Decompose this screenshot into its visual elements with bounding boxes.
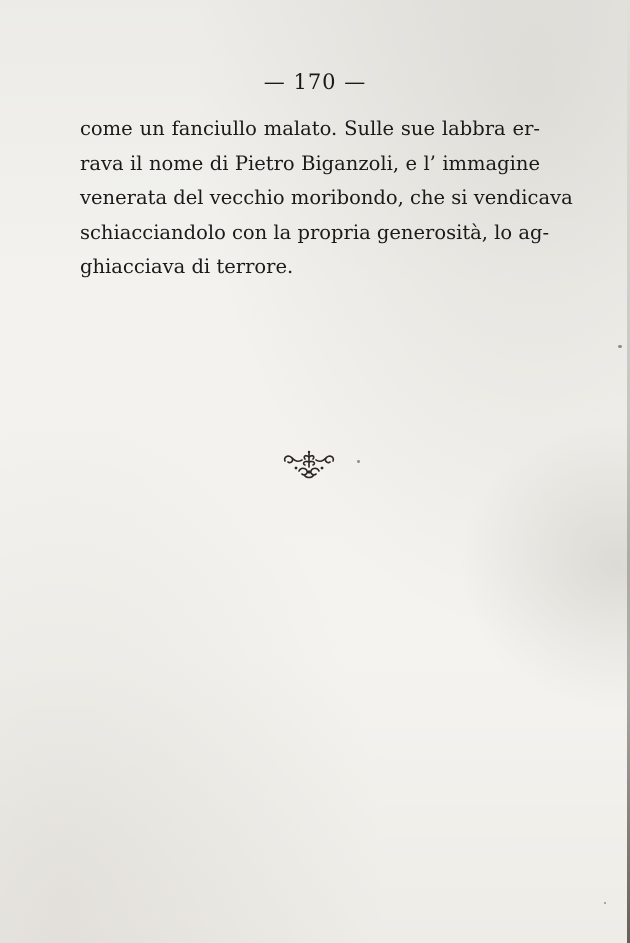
text-line-1: come un fanciullo malato. Sulle sue labbra er- <box>80 117 540 140</box>
paper-speck <box>604 902 606 904</box>
text-line-4: schiacciandolo con la propria generosità, lo ag- <box>80 220 550 244</box>
paper-speck <box>357 460 360 463</box>
text-line-3: venerata del vecchio moribondo, che si vendicava <box>80 186 573 209</box>
fleuron-ornament-icon <box>281 449 337 481</box>
text-line-5: ghiacciava di terrore. <box>80 255 294 278</box>
page-number: — 170 — <box>263 70 367 94</box>
text-line-2: rava il nome di Pietro Biganzoli, e l’ immagine <box>80 151 540 175</box>
body-paragraph <box>80 112 573 285</box>
paper-speck <box>618 345 622 348</box>
